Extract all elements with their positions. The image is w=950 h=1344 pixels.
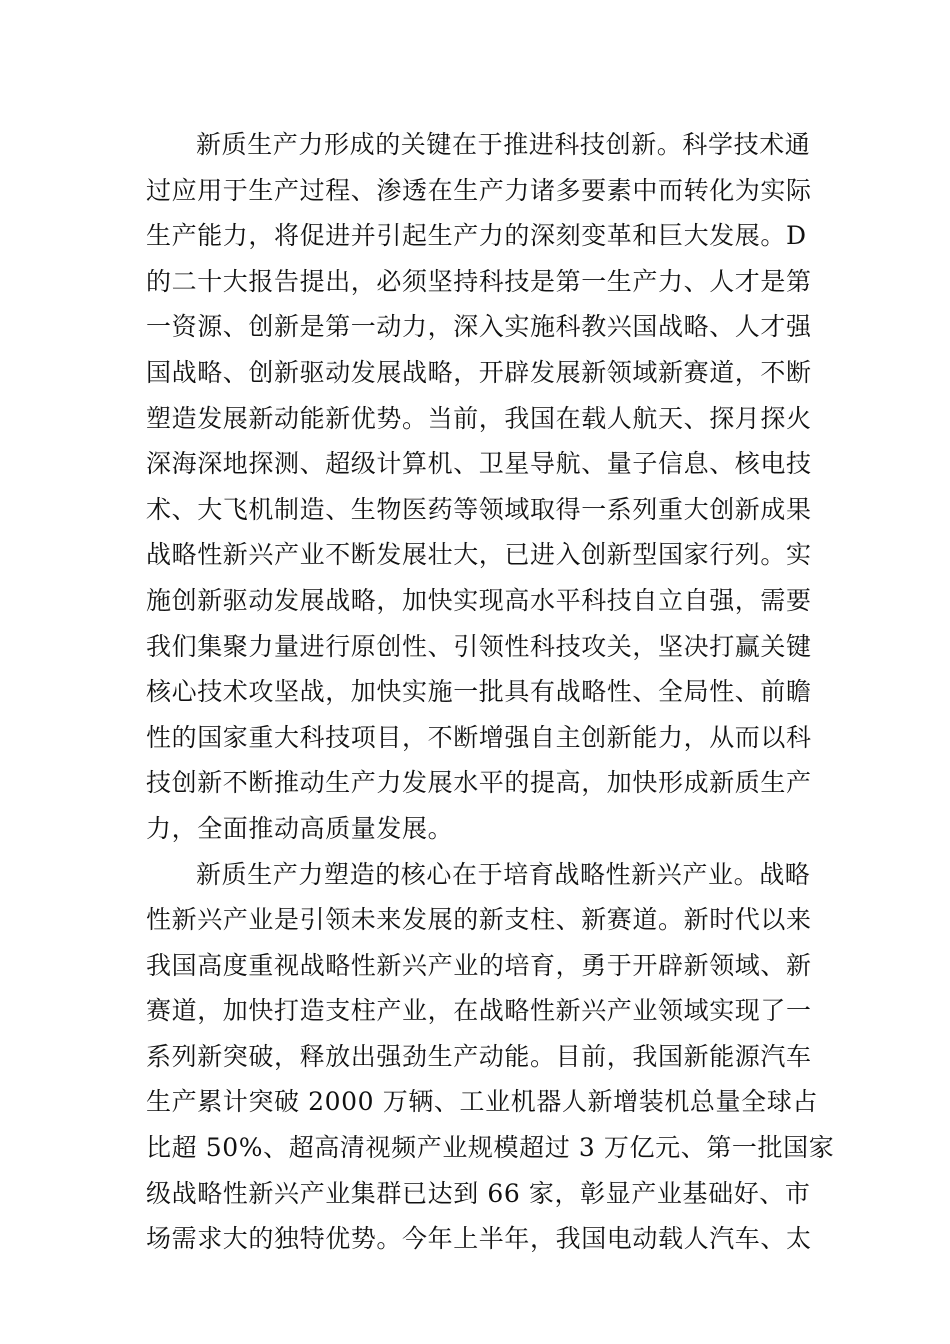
paragraph-2-line-9: 场需求大的独特优势。今年上半年，我国电动载人汽车、太	[146, 1224, 812, 1254]
paragraph-1-line-7: 塑造发展新动能新优势。当前，我国在载人航天、探月探火	[146, 403, 812, 433]
paragraph-2-line-3: 我国高度重视战略性新兴产业的培育，勇于开辟新领域、新	[146, 950, 812, 980]
paragraph-2-line-8: 级战略性新兴产业集群已达到 66 家，彰显产业基础好、市	[146, 1178, 811, 1208]
paragraph-1-line-9: 术、大飞机制造、生物医药等领域取得一系列重大创新成果	[146, 494, 812, 524]
paragraph-1-line-1: 新质生产力形成的关键在于推进科技创新。科学技术通	[196, 130, 811, 159]
paragraph-1-line-3: 生产能力，将促进并引起生产力的深刻变革和巨大发展。D	[146, 221, 807, 251]
paragraph-1-line-11: 施创新驱动发展战略，加快实现高水平科技自立自强，需要	[146, 585, 812, 615]
paragraph-1-line-4: 的二十大报告提出，必须坚持科技是第一生产力、人才是第	[146, 266, 812, 296]
paragraph-1-line-14: 性的国家重大科技项目，不断增强自主创新能力，从而以科	[146, 722, 812, 752]
body-text	[146, 122, 835, 1262]
paragraph-2-line-5: 系列新突破，释放出强劲生产动能。目前，我国新能源汽车	[146, 1041, 812, 1071]
paragraph-1-line-12: 我们集聚力量进行原创性、引领性科技攻关，坚决打赢关键	[146, 631, 812, 661]
paragraph-2-line-2: 性新兴产业是引领未来发展的新支柱、新赛道。新时代以来	[146, 905, 812, 935]
paragraph-1-line-10: 战略性新兴产业不断发展壮大，已进入创新型国家行列。实	[146, 540, 812, 570]
paragraph-1-line-6: 国战略、创新驱动发展战略，开辟发展新领域新赛道，不断	[146, 357, 812, 387]
paragraph-2-line-4: 赛道，加快打造支柱产业，在战略性新兴产业领域实现了一	[146, 996, 812, 1026]
paragraph-2-line-1: 新质生产力塑造的核心在于培育战略性新兴产业。战略	[196, 859, 811, 889]
paragraph-1-line-15: 技创新不断推动生产力发展水平的提高，加快形成新质生产	[146, 768, 812, 798]
paragraph-2-line-7: 比超 50%、超高清视频产业规模超过 3 万亿元、第一批国家	[146, 1133, 835, 1163]
paragraph-1-line-8: 深海深地探测、超级计算机、卫星导航、量子信息、核电技	[146, 449, 812, 479]
paragraph-2-line-6: 生产累计突破 2000 万辆、工业机器人新增装机总量全球占	[146, 1087, 818, 1117]
paragraph-1-line-13: 核心技术攻坚战，加快实施一批具有战略性、全局性、前瞻	[146, 677, 812, 707]
paragraph-1-line-5: 一资源、创新是第一动力，深入实施科教兴国战略、人才强	[146, 312, 812, 342]
paragraph-1-line-16: 力，全面推动高质量发展。	[146, 813, 454, 843]
paragraph-1-line-2: 过应用于生产过程、渗透在生产力诸多要素中而转化为实际	[146, 175, 812, 205]
